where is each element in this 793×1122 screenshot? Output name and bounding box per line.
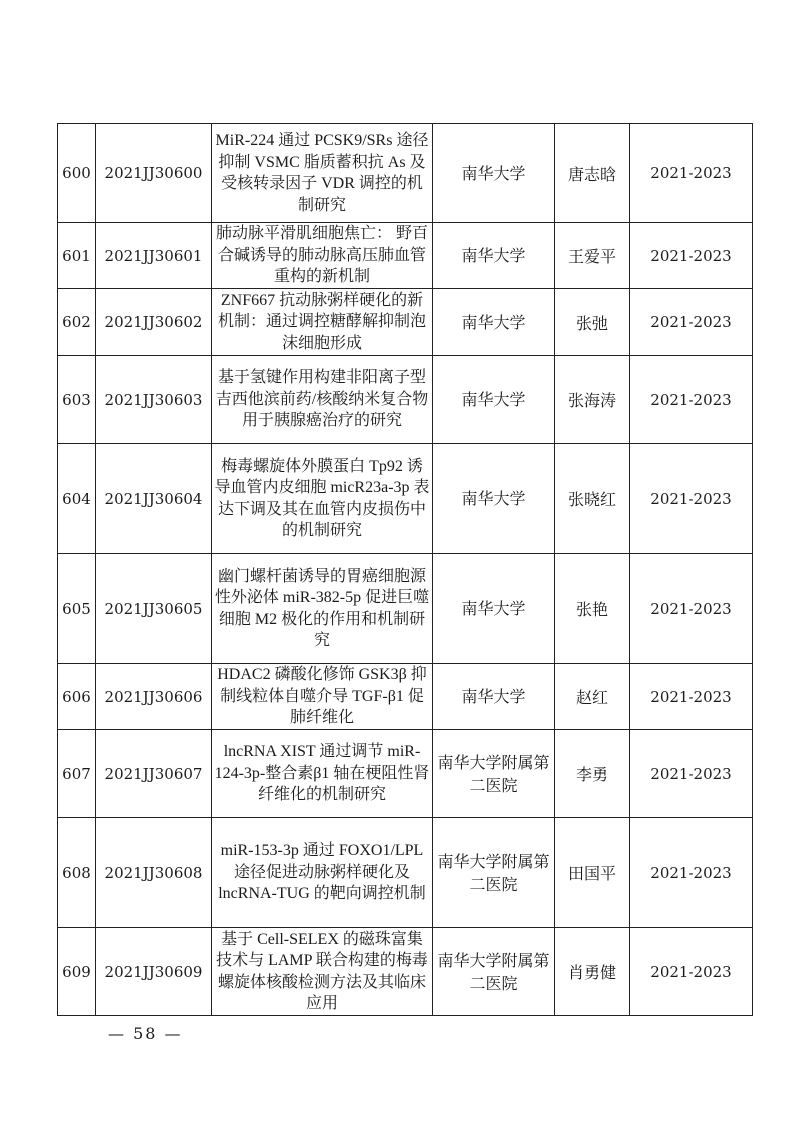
table-row [58, 818, 753, 928]
table-row [58, 664, 753, 730]
principal-investigator: 张海涛 [555, 356, 630, 444]
row-number: 602 [58, 289, 96, 356]
row-number: 609 [58, 928, 96, 1016]
principal-investigator: 唐志晗 [555, 124, 630, 223]
project-title: 基于氢键作用构建非阳离子型吉西他滨前药/核酸纳米复合物用于胰腺癌治疗的研究 [212, 356, 433, 444]
project-code: 2021JJ30607 [96, 730, 212, 818]
project-code: 2021JJ30605 [96, 554, 212, 664]
table-row [58, 356, 753, 444]
row-number: 603 [58, 356, 96, 444]
institution: 南华大学附属第二医院 [433, 730, 555, 818]
row-number: 601 [58, 223, 96, 289]
project-period: 2021-2023 [630, 289, 753, 356]
project-title: lncRNA XIST 通过调节 miR-124-3p-整合素β1 轴在梗阻性肾纤维化的机制研究 [212, 730, 433, 818]
project-period: 2021-2023 [630, 124, 753, 223]
project-code: 2021JJ30608 [96, 818, 212, 928]
institution: 南华大学 [433, 223, 555, 289]
project-code: 2021JJ30606 [96, 664, 212, 730]
row-number: 608 [58, 818, 96, 928]
institution: 南华大学 [433, 664, 555, 730]
principal-investigator: 张晓红 [555, 444, 630, 554]
project-table [57, 123, 753, 1016]
project-title: 梅毒螺旋体外膜蛋白 Tp92 诱导血管内皮细胞 micR23a-3p 表达下调及其在血管内皮损伤中的机制研究 [212, 444, 433, 554]
institution: 南华大学附属第二医院 [433, 928, 555, 1016]
row-number: 606 [58, 664, 96, 730]
project-code: 2021JJ30602 [96, 289, 212, 356]
table-row [58, 223, 753, 289]
institution: 南华大学 [433, 554, 555, 664]
table-row [58, 124, 753, 223]
project-period: 2021-2023 [630, 356, 753, 444]
institution: 南华大学附属第二医院 [433, 818, 555, 928]
project-code: 2021JJ30604 [96, 444, 212, 554]
project-title: miR-153-3p 通过 FOXO1/LPL 途径促进动脉粥样硬化及 lncRNA-TUG 的靶向调控机制 [212, 818, 433, 928]
row-number: 604 [58, 444, 96, 554]
institution: 南华大学 [433, 444, 555, 554]
project-title: ZNF667 抗动脉粥样硬化的新机制：通过调控糖酵解抑制泡沫细胞形成 [212, 289, 433, 356]
table-row [58, 289, 753, 356]
principal-investigator: 王爱平 [555, 223, 630, 289]
principal-investigator: 张艳 [555, 554, 630, 664]
principal-investigator: 田国平 [555, 818, 630, 928]
principal-investigator: 张弛 [555, 289, 630, 356]
row-number: 600 [58, 124, 96, 223]
principal-investigator: 肖勇健 [555, 928, 630, 1016]
table-row [58, 928, 753, 1016]
page-number: — 58 — [108, 1024, 183, 1043]
institution: 南华大学 [433, 356, 555, 444]
project-period: 2021-2023 [630, 444, 753, 554]
project-title: 肺动脉平滑肌细胞焦亡： 野百合碱诱导的肺动脉高压肺血管重构的新机制 [212, 223, 433, 289]
project-period: 2021-2023 [630, 223, 753, 289]
project-code: 2021JJ30603 [96, 356, 212, 444]
project-code: 2021JJ30609 [96, 928, 212, 1016]
institution: 南华大学 [433, 124, 555, 223]
row-number: 605 [58, 554, 96, 664]
project-period: 2021-2023 [630, 730, 753, 818]
table-row [58, 554, 753, 664]
project-period: 2021-2023 [630, 818, 753, 928]
project-code: 2021JJ30600 [96, 124, 212, 223]
project-period: 2021-2023 [630, 928, 753, 1016]
project-title: 基于 Cell-SELEX 的磁珠富集技术与 LAMP 联合构建的梅毒螺旋体核酸检测方法及其临床应用 [212, 928, 433, 1016]
table-row [58, 730, 753, 818]
project-code: 2021JJ30601 [96, 223, 212, 289]
project-period: 2021-2023 [630, 664, 753, 730]
row-number: 607 [58, 730, 96, 818]
project-period: 2021-2023 [630, 554, 753, 664]
table-row [58, 444, 753, 554]
project-title: HDAC2 磷酸化修饰 GSK3β 抑制线粒体自噬介导 TGF-β1 促肺纤维化 [212, 664, 433, 730]
project-title: MiR-224 通过 PCSK9/SRs 途径抑制 VSMC 脂质蓄积抗 As 及受核转录因子 VDR 调控的机制研究 [212, 124, 433, 223]
principal-investigator: 李勇 [555, 730, 630, 818]
principal-investigator: 赵红 [555, 664, 630, 730]
project-title: 幽门螺杆菌诱导的胃癌细胞源性外泌体 miR-382-5p 促进巨噬细胞 M2 极化的作用和机制研究 [212, 554, 433, 664]
institution: 南华大学 [433, 289, 555, 356]
